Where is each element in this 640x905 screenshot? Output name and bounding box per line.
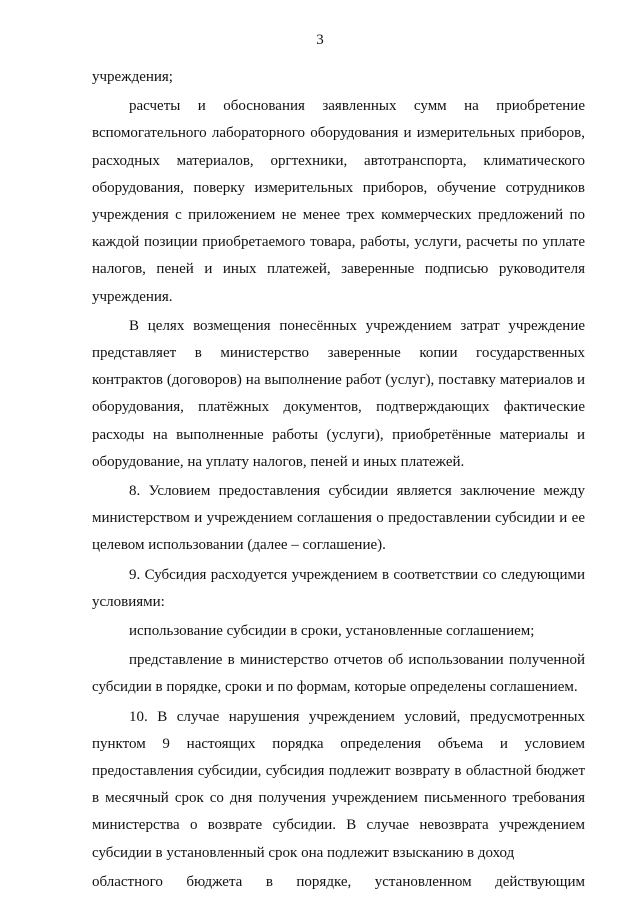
document-body (92, 64, 585, 898)
paragraph-calculations: расчеты и обоснования заявленных сумм на приобретение вспомогательного лабораторного оборудования и измерительных приборов, расходных материалов, оргтехники, автотранспорта, климатического оборудования, поверку измерительных приборов, обучение сотрудников учреждения с приложением не менее трех коммерческих предложений по каждой позиции приобретаемого товара, работы, услуги, расчеты по уплате налогов, пеней и иных платежей, заверенные подписью руководителя учреждения. (92, 98, 585, 305)
paragraph-item-9: 9. Субсидия расходуется учреждением в соответствии со следующими условиями: (92, 566, 585, 610)
paragraph-condition-reports: представление в министерство отчетов об использовании полученной субсидии в порядке, сроки и по формам, которые определены соглашением. (92, 652, 585, 696)
paragraph-item-8: 8. Условием предоставления субсидии является заключение между министерством и учреждением соглашения о предоставлении субсидии и ее целевом использовании (далее – соглашение). (92, 483, 585, 554)
paragraph-reimbursement: В целях возмещения понесённых учреждением затрат учреждение представляет в министерство заверенные копии государственных контрактов (договоров) на выполнение работ (услуг), поставку материалов и оборудования, платёжных документов, подтверждающих фактические расходы на выполненные работы (услуги), приобретённые материалы и оборудование, на уплату налогов, пеней и иных платежей. (92, 317, 585, 470)
page-number: 3 (316, 32, 324, 48)
paragraph-item-10: 10. В случае нарушения учреждением условий, предусмотренных пунктом 9 настоящих порядка определения объема и условием предоставления субсидии, субсидия подлежит возврату в областной бюджет в месячный срок со дня получения учреждением письменного требования министерства о возврате субсидии. В случае невозврата учреждением субсидии в установленный срок она подлежит взысканию в доход (92, 708, 585, 861)
paragraph-item-10-last-line: областного бюджета в порядке, установленном действующим (92, 873, 585, 890)
paragraph-condition-terms: использование субсидии в сроки, установленные соглашением; (129, 623, 535, 640)
paragraph-continuation: учреждения; (92, 69, 173, 85)
